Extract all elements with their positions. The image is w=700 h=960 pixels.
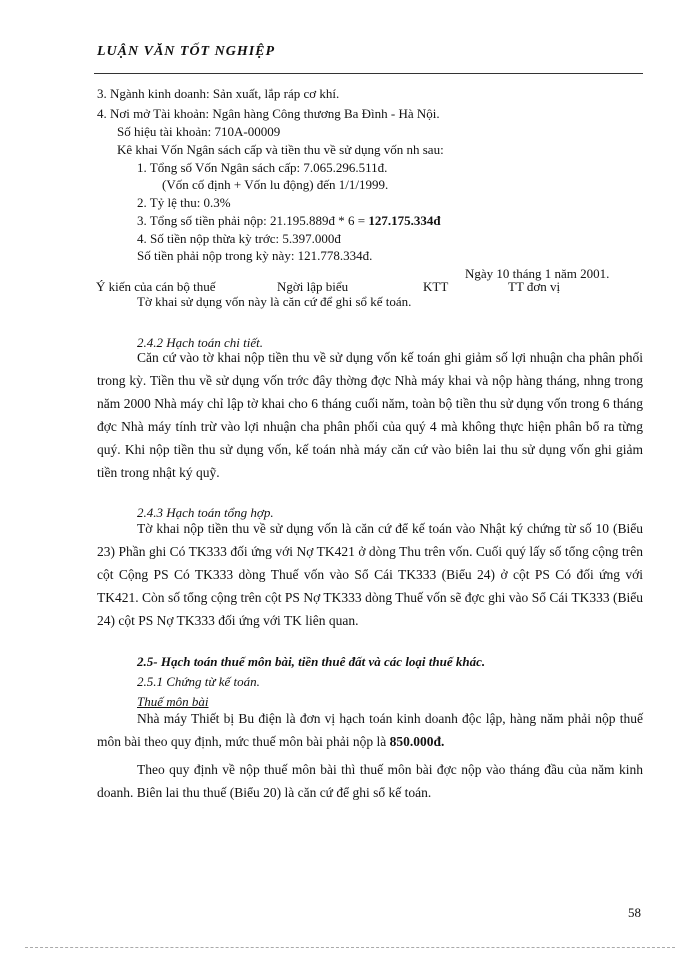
page-number: 58 (628, 905, 641, 920)
section-2-4-2-body (97, 346, 643, 484)
account-line: Số hiệu tài khoản: 710A-00009 (117, 124, 281, 139)
business-line: 3. Ngành kinh doanh: Sản xuất, lắp ráp cơ khí. (97, 86, 340, 101)
license-tax-rule-paragraph (97, 758, 643, 804)
section-2-4-3-text: Tờ khai nộp tiền thu về sử dụng vốn là căn cứ để kế toán vào Nhật ký chứng từ số 10 (Biểu 23) Phần ghi Có TK333 đối ứng với Nợ TK421 ở dòng Thu trên vốn. Cuối quý lấy số tổng cộng trên cột Cộng PS Có TK333 dòng Thuế vốn vào Sổ Cái TK333 (Biểu 24) ở cột PS Có đối ứng với TK421. Còn số tổng cộng trên cột PS Nợ TK333 dòng Thuế vốn sẽ đợc ghi vào Sổ Cái TK333 (Biểu 24) cột PS Nợ TK333 đối ứng với TK liên quan. (97, 521, 643, 628)
bank-line: 4. Nơi mở Tài khoản: Ngân hàng Công thương Ba Đình - Hà Nội. (97, 106, 440, 121)
signature-preparer: Ngời lập biểu (277, 279, 349, 294)
item-1: 1. Tổng số Vốn Ngân sách cấp: 7.065.296.511đ. (137, 160, 388, 175)
section-2-4-2-heading: 2.4.2 Hạch toán chi tiết. (137, 335, 264, 350)
item-3-text: 3. Tổng số tiền phải nộp: 21.195.889đ * 6 = (137, 213, 369, 228)
section-2-4-3-heading: 2.4.3 Hạch toán tổng hợp. (137, 505, 274, 520)
license-tax-text: Nhà máy Thiết bị Bu điện là đơn vị hạch toán kinh doanh độc lập, hàng năm phải nộp thuế môn bài theo quy định, mức thuế môn bài phải nộp là (97, 711, 643, 749)
item-2: 2. Tỷ lệ thu: 0.3% (137, 195, 231, 210)
license-tax-paragraph (97, 707, 643, 753)
section-2-4-3-body (97, 517, 643, 632)
item-3 (137, 213, 441, 228)
running-header: LUẬN VĂN TỐT NGHIỆP (97, 44, 276, 59)
section-2-5-1-heading: 2.5.1 Chứng từ kế toán. (137, 674, 260, 689)
basis-line: Tờ khai sử dụng vốn này là căn cứ để ghi sổ kế toán. (137, 294, 412, 309)
signature-chief-accountant: KTT (423, 279, 449, 294)
item-1-note: (Vốn cố định + Vốn lu động) đến 1/1/1999. (162, 177, 389, 192)
license-tax-amount: 850.000đ. (389, 734, 445, 749)
section-2-4-2-text: Căn cứ vào tờ khai nộp tiền thu về sử dụng vốn kế toán ghi giảm số lợi nhuận cha phân phối trong kỳ. Tiền thu về sử dụng vốn trớc đây thờng đợc Nhà máy khai và nộp hàng tháng, nhng trong năm 2000 Nhà máy chỉ lập tờ khai cho 6 tháng cuối năm, toàn bộ tiền thu sử dụng vốn trong 6 tháng đợc Nhà máy tính trừ vào lợi nhuận cha phân phối của quý 4 mà không thực hiện phân bổ ra từng quý. Khi nộp tiền thu sử dụng vốn, kế toán nhà máy căn cứ vào biên lai thu sử dụng vốn ghi giảm tiền trong nhật ký quỹ. (97, 350, 643, 480)
license-tax-rule-text: Theo quy định về nộp thuế môn bài thì thuế môn bài đợc nộp vào tháng đầu của năm kinh doanh. Biên lai thu thuế (Biểu 20) là căn cứ để ghi sổ kế toán. (97, 762, 643, 800)
item-4: 4. Số tiền nộp thừa kỳ trớc: 5.397.000đ (137, 231, 341, 246)
page-bottom-border (25, 947, 675, 948)
date-line: Ngày 10 tháng 1 năm 2001. (465, 266, 610, 281)
header-rule (94, 73, 643, 74)
signature-unit-head: TT đơn vị (508, 279, 561, 294)
section-2-5-heading: 2.5- Hạch toán thuế môn bài, tiền thuê đất và các loại thuế khác. (137, 654, 486, 669)
amount-due-line: Số tiền phải nộp trong kỳ này: 121.778.334đ. (137, 248, 373, 263)
business-license-tax-title: Thuế môn bài (137, 694, 209, 709)
item-3-total: 127.175.334đ (368, 213, 441, 228)
signature-tax-officer: Ý kiến của cán bộ thuế (96, 279, 216, 294)
declaration-line: Kê khai Vốn Ngân sách cấp và tiền thu về sử dụng vốn nh sau: (117, 142, 444, 157)
